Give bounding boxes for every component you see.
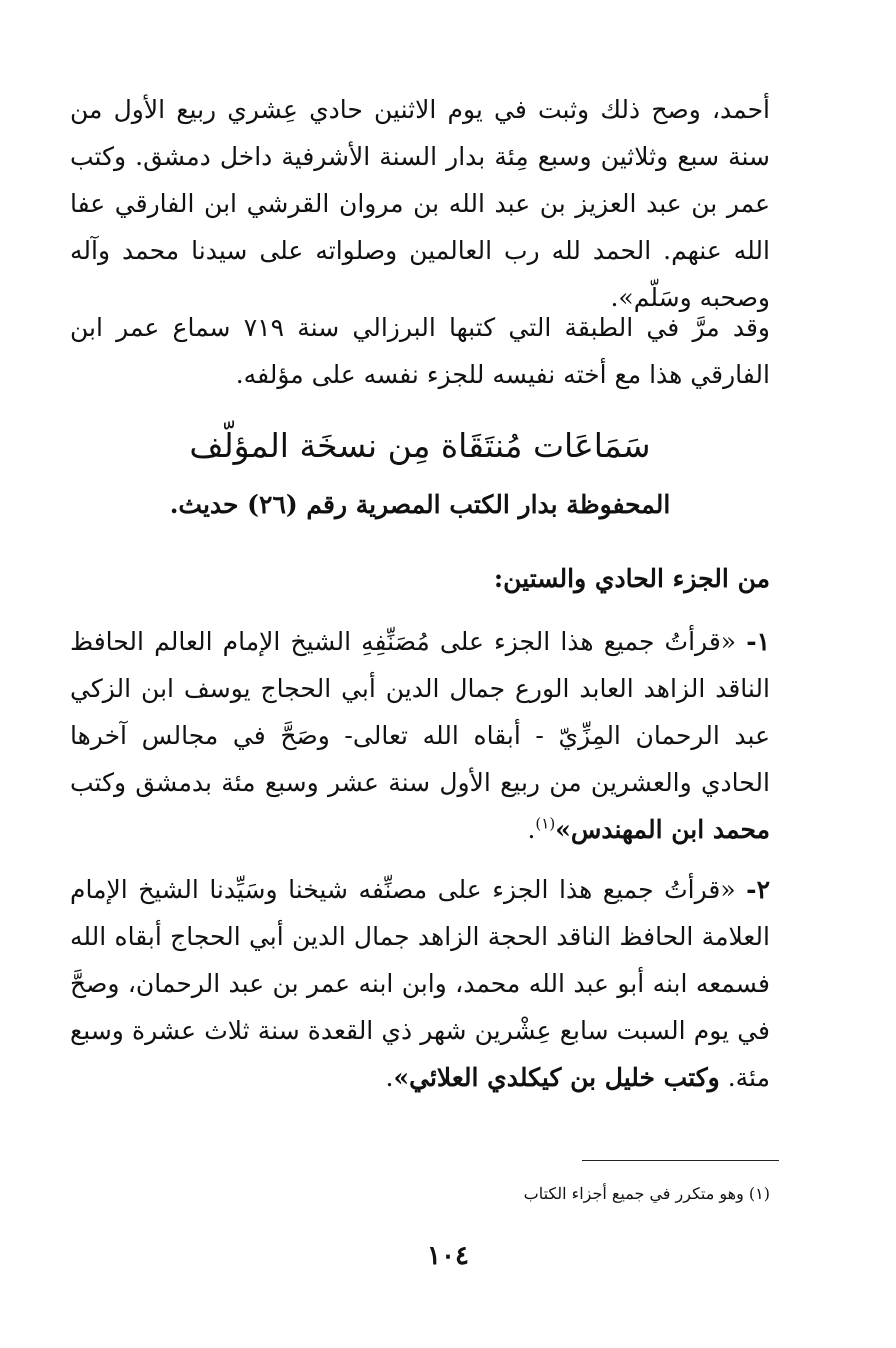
part-title: من الجزء الحادي والستين:	[493, 564, 770, 593]
item-number: ١-	[746, 627, 771, 656]
paragraph-1: أحمد، وصح ذلك وثبت في يوم الاثنين حادي عِشري ربيع الأول من سنة سبع وثلاثين وسبع مِئة بدار السنة الأشرفية داخل دمشق. وكتب عمر بن عبد العزيز بن عبد الله بن مروان القرشي ابن الفارقي عفا الله عنهم. الحمد لله رب العالمين وصلواته على سيدنا محمد وآله وصحبه وسَلّم».	[70, 95, 770, 312]
list-item-2	[70, 866, 770, 1101]
item-end: .	[527, 815, 536, 844]
page-number: ١٠٤	[427, 1241, 469, 1271]
paragraph-2: وقد مرَّ في الطبقة التي كتبها البرزالي سنة ٧١٩ سماع عمر ابن الفارقي هذا مع أخته نفيسه للجزء نفسه على مؤلفه.	[70, 313, 771, 389]
footnote-marker: (١)	[535, 814, 556, 833]
item-text: «قرأتُ جميع هذا الجزء على مُصَنِّفِهِ الشيخ الإمام العالم الحافظ الناقد الزاهد العابد الورع جمال الدين أبي الحجاج يوسف ابن الزكي عبد الرحمان المِزِّيّ - أبقاه الله تعالى- وصَحَّ في مجالس آخرها الحادي والعشرين من ربيع الأول سنة عشر وسبع مئة بدمشق وكتب	[70, 627, 770, 797]
item-signature: محمد ابن المهندس»	[555, 815, 770, 844]
section-heading: سَمَاعَات مُنتَقَاة مِن نسخَة المؤلّف	[189, 426, 651, 465]
list-item-1	[70, 618, 770, 853]
footnote: (١) وهو متكرر في جميع أجزاء الكتاب	[523, 1184, 770, 1203]
item-number: ٢-	[746, 875, 770, 904]
item-end: .	[385, 1063, 394, 1092]
section-subheading: المحفوظة بدار الكتب المصرية رقم (٢٦) حديث.	[169, 490, 671, 519]
item-text: «قرأتُ جميع هذا الجزء على مصنِّفه شيخنا وسَيِّدنا الشيخ الإمام العلامة الحافظ الناقد الحجة الزاهد جمال الدين أبي الحجاج أبقاه الله فسمعه ابنه أبو عبد الله محمد، وابن ابنه عمر بن عبد الرحمان، وصحَّ في يوم السبت سابع عِشْرين شهر ذي القعدة سنة ثلاث عشرة وسبع مئة.	[70, 875, 770, 1092]
footnote-divider	[582, 1160, 779, 1161]
item-signature: وكتب خليل بن كيكلدي العلائي»	[393, 1063, 720, 1092]
